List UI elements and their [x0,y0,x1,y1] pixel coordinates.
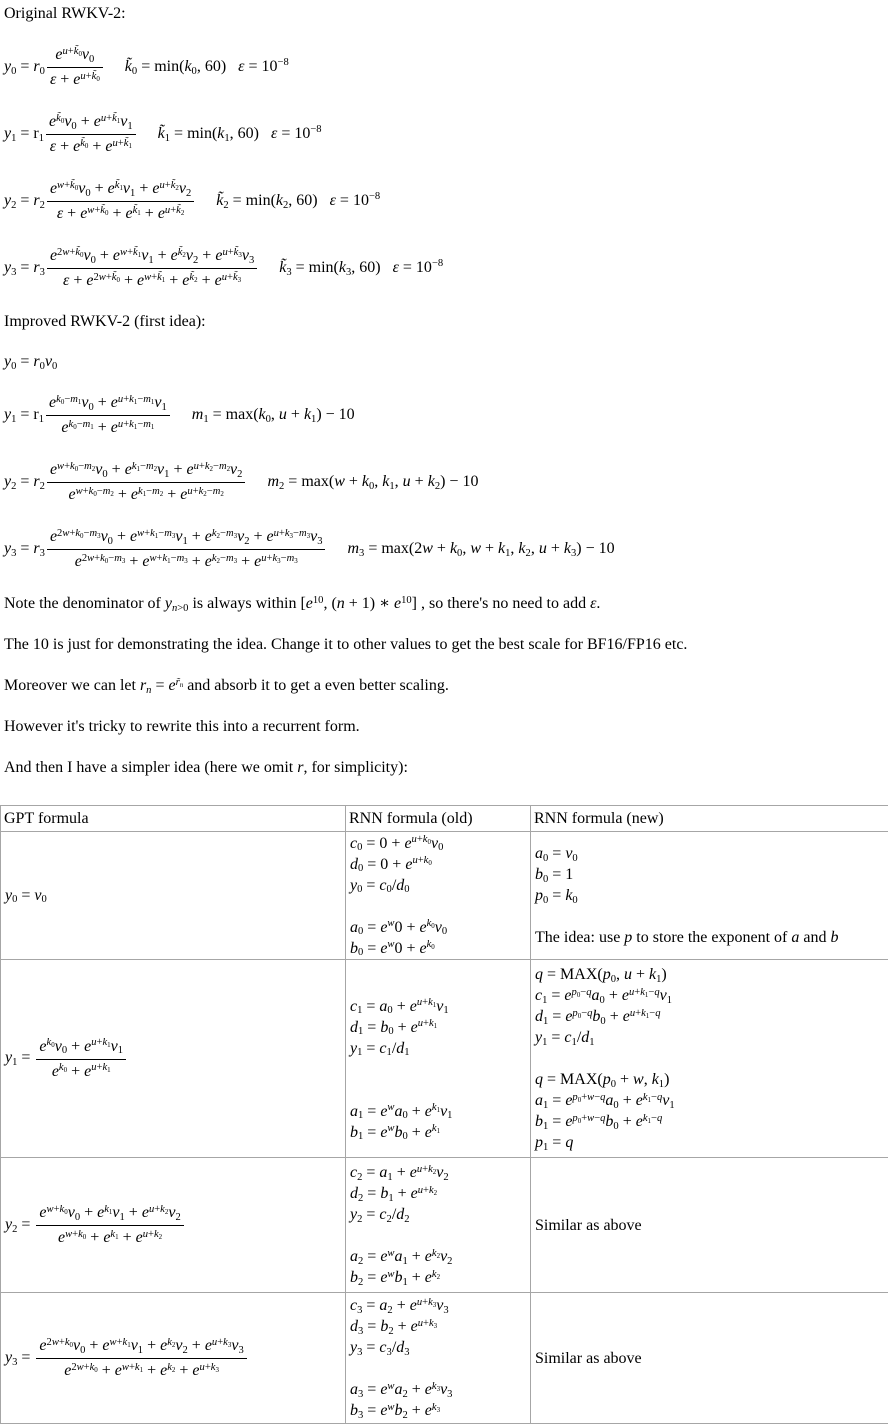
formula-original-y1: $y_1 = r_1$ $\frac{e^{k̃_0}v_0 + e^{u+k̃_1}v_1}{\varepsilon + e^{k̃_0} + e^{u+k̃_1}}$ $k̃_1 = \min(k_1$, 60) $\varepsilon = 10^{-8}$ [4,110,882,158]
cell-gpt-y1: $y_1$ = $\frac{e^{k_0}v_0 + e^{u+k_1}v_1}{e^{k_0} + e^{u+k_1}}$ [1,960,346,1158]
table-row-y0 [1,832,888,960]
paragraph-note-denominator: Note the denominator of $y_{n>0}$ is always within [$e^{10}$, (n + 1) ∗ $e^{10}$] , so there's no need to add ε. [4,593,882,614]
paragraph-scale-note: The 10 is just for demonstrating the idea. Change it to other values to get the best scale for BF16/FP16 etc. [4,634,882,655]
cell-rnn-old-y1: $c_1 = a_0 + e^{u+k_1}v_1$ $d_1 = b_0 + e^{u+k_1}$ $y_1 = c_1/d_1$ $a_1 = e^wa_0 + e^{k_1}v_1$ $b_1 = e^wb_0 + e^{k_1}$ [346,960,531,1158]
cell-rnn-old-y0: $c_0 = 0 + e^{u+k_0}v_0$ $d_0 = 0 + e^{u+k_0}$ $y_0 = c_0/d_0$ $a_0 = e^w0 + e^{k_0}v_0$ $b_0 = e^w0 + e^{k_0}$ [346,832,531,960]
cell-rnn-new-y1: $q = MAX(p_0$, $u + k_1$) $c_1 = e^{p_0-q}a_0 + e^{u+k_1-q}v_1$ $d_1 = e^{p_0-q}b_0 + e^{u+k_1-q}$ $y_1 = c_1/d_1$ $q = MAX(p_0 + w$, $k_1$) $a_1 = e^{p_0+w-q}a_0 + e^{k_1-q}v_1$ $b_1 = e^{p_0+w-q}b_0 + e^{k_1-q}$ $p_1 = q$ [531,960,888,1158]
cell-rnn-new-y0: $a_0 = v_0$ $b_0 = 1$ $p_0 = k_0$ The idea: use p to store the exponent of a and b [531,832,888,960]
table-header-row [1,806,888,832]
cell-rnn-old-y2: $c_2 = a_1 + e^{u+k_2}v_2$ $d_2 = b_1 + e^{u+k_2}$ $y_2 = c_2/d_2$ $a_2 = e^wa_1 + e^{k_2}v_2$ $b_2 = e^wb_1 + e^{k_2}$ [346,1158,531,1293]
column-header-rnn-new: RNN formula (new) [531,806,888,832]
table-row-y2 [1,1158,888,1293]
formula-improved-y1: $y_1 = r_1$ $\frac{e^{k_0-m_1}v_0 + e^{u+k_1-m_1}v_1}{e^{k_0-m_1} + e^{u+k_1-m_1}}$ $m_1 = \max(k_0$, $u + k_1) - 10$ [4,391,882,439]
cell-gpt-y3: $y_3$ = $\frac{e^{2w+k_0}v_0 + e^{w+k_1}v_1 + e^{k_2}v_2 + e^{u+k_3}v_3}{e^{2w+k_0} + e^{w+k_1} + e^{k_2} + e^{u+k_3}}$ [1,1293,346,1424]
formula-original-y2: $y_2 = r_2$ $\frac{e^{w+k̃_0}v_0 + e^{k̃_1}v_1 + e^{u+k̃_2}v_2}{\varepsilon + e^{w+k̃_0} + e^{k̃_1} + e^{u+k̃_2}}$ $k̃_2 = \min(k_2$, 60) $\varepsilon = 10^{-8}$ [4,177,882,225]
formula-original-y3: $y_3 = r_3$ $\frac{e^{2w+k̃_0}v_0 + e^{w+k̃_1}v_1 + e^{k̃_2}v_2 + e^{u+k̃_3}v_3}{\varepsilon + e^{2w+k̃_0} + e^{w+k̃_1} + e^{k̃_2} + e^{u+k̃_3}}$ $k̃_3 = \min(k_3$, 60) $\varepsilon = 10^{-8}$ [4,244,882,292]
cell-gpt-y0: $y_0 = v_0$ [1,832,346,960]
cell-gpt-y2: $y_2$ = $\frac{e^{w+k_0}v_0 + e^{k_1}v_1 + e^{u+k_2}v_2}{e^{w+k_0} + e^{k_1} + e^{u+k_2}}$ [1,1158,346,1293]
formula-comparison-table [0,805,888,1424]
cell-rnn-old-y3: $c_3 = a_2 + e^{u+k_3}v_3$ $d_3 = b_2 + e^{u+k_3}$ $y_3 = c_3/d_3$ $a_3 = e^wa_2 + e^{k_3}v_3$ $b_3 = e^wb_2 + e^{k_3}$ [346,1293,531,1424]
table-row-y1 [1,960,888,1158]
paragraph-recurrent-note: However it's tricky to rewrite this into a recurrent form. [4,716,882,737]
cell-rnn-new-y3: Similar as above [531,1293,888,1424]
paragraph-absorb-r: Moreover we can let $r_n = e^{r̃_n}$ and absorb it to get a even better scaling. [4,675,882,696]
paragraph-simpler-idea: And then I have a simpler idea (here we omit r, for simplicity): [4,757,882,778]
formula-improved-y0: $y_0 = r_0v_0$ [4,351,882,372]
formula-improved-y3: $y_3 = r_3$ $\frac{e^{2w+k_0-m_3}v_0 + e^{w+k_1-m_3}v_1 + e^{k_2-m_3}v_2 + e^{u+k_3-m_3}v_3}{e^{2w+k_0-m_3} + e^{w+k_1-m_3} + e^{k_2-m_3} + e^{u+k_3-m_3}}$ $m_3 = \max(2w + k_0$, $w + k_1$, $k_2$, $u + k_3) - 10$ [4,525,882,573]
formula-original-y0: $y_0 = r_0$ $\frac{e^{u+k̃_0}v_0}{\varepsilon + e^{u+k̃_0}}$ $k̃_0 = \min(k_0$, 60) $\varepsilon = 10^{-8}$ [4,43,882,91]
column-header-gpt-formula: GPT formula [1,806,346,832]
column-header-rnn-old: RNN formula (old) [346,806,531,832]
section-title-original-rwkv2: Original RWKV-2: [4,3,882,24]
table-row-y3 [1,1293,888,1424]
cell-rnn-new-y2: Similar as above [531,1158,888,1293]
formula-improved-y2: $y_2 = r_2$ $\frac{e^{w+k_0-m_2}v_0 + e^{k_1-m_2}v_1 + e^{u+k_2-m_2}v_2}{e^{w+k_0-m_2} + e^{k_1-m_2} + e^{u+k_2-m_2}}$ $m_2 = \max(w + k_0$, $k_1$, $u + k_2) - 10$ [4,458,882,506]
section-title-improved-rwkv2: Improved RWKV-2 (first idea): [4,311,882,332]
